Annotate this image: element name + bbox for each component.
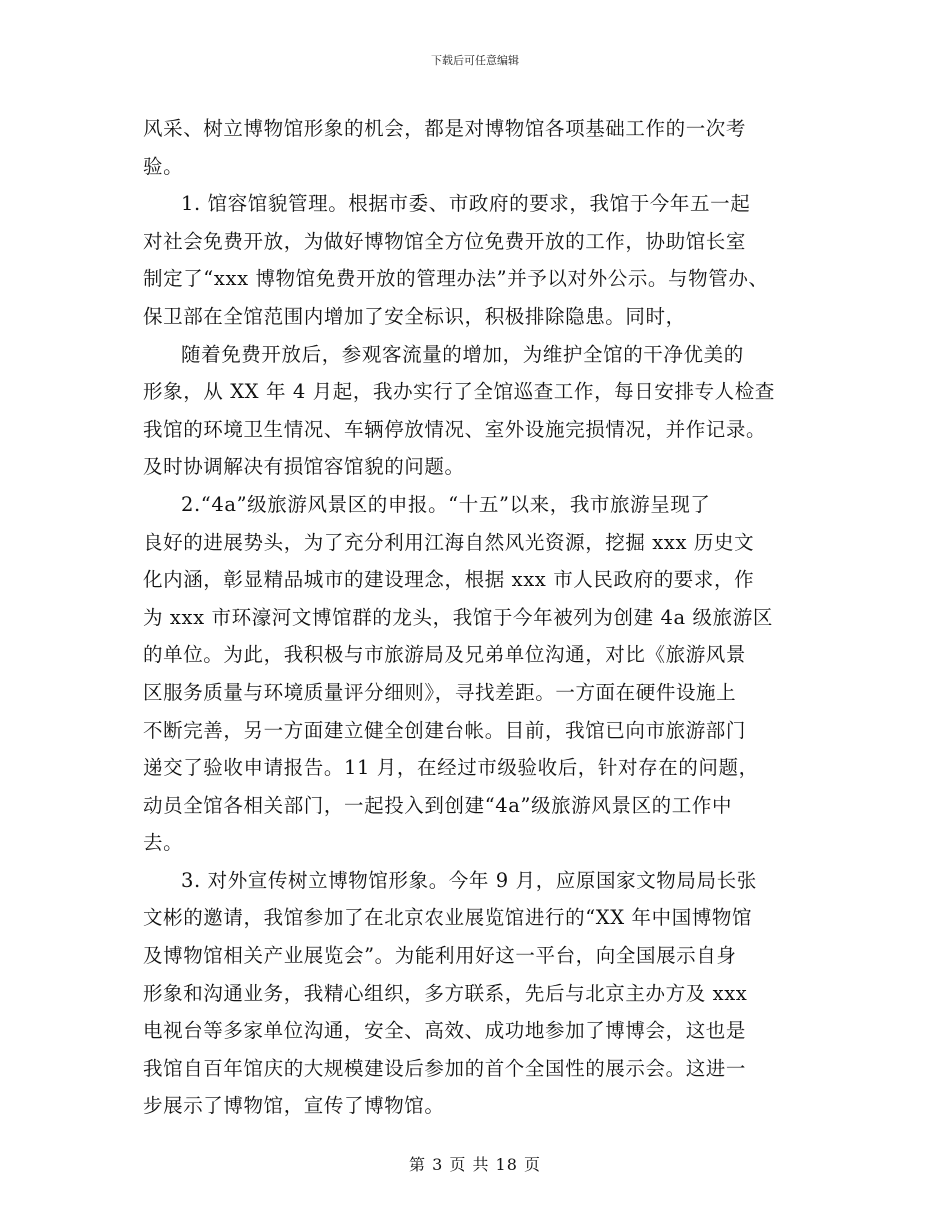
text-line: 制定了“xxx 博物馆免费开放的管理办法”并予以对外公示。与物管办、 xyxy=(143,267,769,291)
text-line: 电视台等多家单位沟通，安全、高效、成功地参加了博博会，这也是 xyxy=(143,1019,747,1043)
text-line: 文彬的邀请，我馆参加了在北京农业展览馆进行的“XX 年中国博物馆 xyxy=(143,906,753,930)
text-line: 我馆自百年馆庆的大规模建设后参加的首个全国性的展示会。这进一 xyxy=(143,1056,747,1080)
page-number: 第 3 页 共 18 页 xyxy=(409,1155,541,1174)
text-line: 区服务质量与环境质量评分细则》，寻找差距。一方面在硬件设施上 xyxy=(143,680,737,704)
text-line: 对社会免费开放，为做好博物馆全方位免费开放的工作，协助馆长室 xyxy=(143,229,747,253)
text-line: 不断完善，另一方面建立健全创建台帐。目前，我馆已向市旅游部门 xyxy=(143,718,747,742)
text-line: 良好的进展势头，为了充分利用江海自然风光资源，挖掘 xxx 历史文 xyxy=(143,530,755,554)
text-line: 步展示了博物馆，宣传了博物馆。 xyxy=(143,1094,445,1118)
text-line: 为 xxx 市环濠河文博馆群的龙头，我馆于今年被列为创建 4a 级旅游区 xyxy=(143,605,773,629)
text-line: 风采、树立博物馆形象的机会，都是对博物馆各项基础工作的一次考 xyxy=(143,117,747,140)
text-line: 3. 对外宣传树立博物馆形象。今年 9 月，应原国家文物局局长张 xyxy=(181,868,757,892)
text-line: 化内涵，彰显精品城市的建设理念，根据 xxx 市人民政府的要求，作 xyxy=(143,568,755,592)
text-line: 验。 xyxy=(143,154,184,178)
text-line: 递交了验收申请报告。11 月，在经过市级验收后，针对存在的问题， xyxy=(143,756,759,780)
text-line: 及时协调解决有损馆容馆貌的问题。 xyxy=(143,455,465,479)
text-line: 我馆的环境卫生情况、车辆停放情况、室外设施完损情况，并作记录。 xyxy=(143,417,767,441)
text-line: 动员全馆各相关部门，一起投入到创建“4a”级旅游风景区的工作中 xyxy=(143,793,733,817)
text-line: 随着免费开放后，参观客流量的增加，为维护全馆的干净优美的 xyxy=(181,342,744,366)
text-line: 及博物馆相关产业展览会”。为能利用好这一平台，向全国展示自身 xyxy=(143,944,737,968)
text-line: 2.“4a”级旅游风景区的申报。“十五”以来，我市旅游呈现了 xyxy=(181,492,711,516)
text-line: 的单位。为此，我积极与市旅游局及兄弟单位沟通，对比《旅游风景 xyxy=(143,643,747,667)
page-header: 下载后可任意编辑 xyxy=(431,54,519,67)
text-line: 1. 馆容馆貌管理。根据市委、市政府的要求，我馆于今年五一起 xyxy=(181,192,751,216)
document-body xyxy=(143,110,833,1125)
text-line: 形象和沟通业务，我精心组织，多方联系，先后与北京主办方及 xxx xyxy=(143,981,748,1005)
text-line: 形象，从 XX 年 4 月起，我办实行了全馆巡查工作，每日安排专人检查 xyxy=(143,380,775,404)
text-line: 保卫部在全馆范围内增加了安全标识，积极排除隐患。同时， xyxy=(143,304,686,328)
text-line: 去。 xyxy=(143,831,184,855)
